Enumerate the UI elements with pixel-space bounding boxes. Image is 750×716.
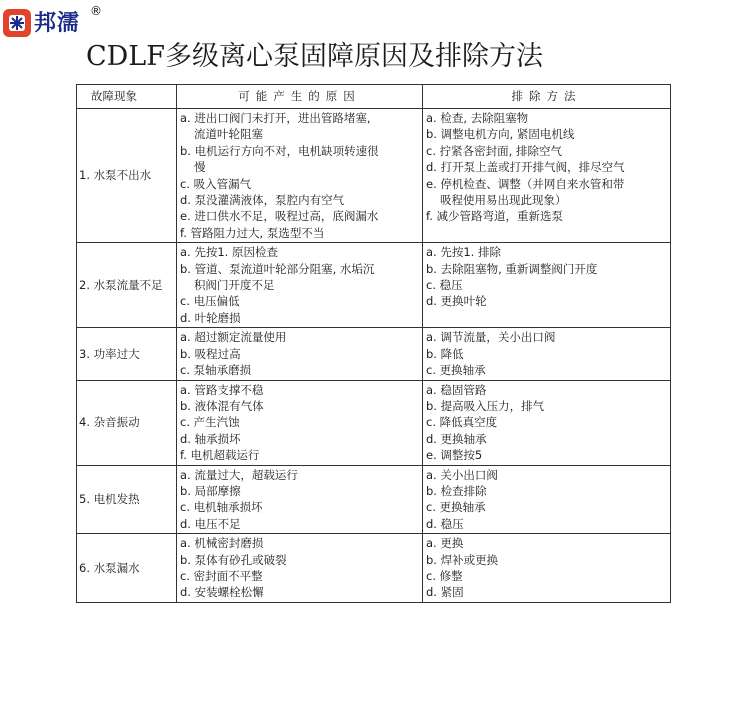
symptom-cell: 3. 功率过大 [77, 328, 177, 380]
remedy-line: a. 检查, 去除阻塞物 [426, 111, 529, 125]
brand-logo [2, 4, 102, 46]
symptom-cell: 1. 水泵不出水 [77, 109, 177, 243]
table-row [77, 534, 671, 603]
symptom-cell: 6. 水泵漏水 [77, 534, 177, 603]
remedy-line: c. 更换轴承 [426, 500, 486, 515]
remedy-line: d. 稳压 [426, 516, 464, 531]
remedy-line: a. 先按1. 排除 [426, 245, 501, 260]
cause-line: b. 电机运行方向不对，电机缺项转速很 [180, 143, 379, 158]
cause-line: d. 电压不足 [180, 516, 241, 531]
cause-line: b. 管道、泵流道叶轮部分阻塞, 水垢沉 [180, 261, 375, 276]
remedy-line: c. 稳压 [426, 278, 463, 293]
remedy-line: b. 去除阻塞物, 重新调整阀门开度 [426, 261, 598, 276]
cause-line: b. 吸程过高 [180, 346, 241, 361]
cause-line: b. 液体混有气体 [180, 398, 264, 413]
remedies-cell [423, 534, 671, 603]
remedy-line: d. 紧固 [426, 585, 464, 600]
cause-line: d. 轴承损坏 [180, 431, 241, 446]
symptom-cell: 4. 杂音振动 [77, 380, 177, 465]
cause-line: b. 局部摩擦 [180, 483, 241, 498]
causes-cell [177, 328, 423, 380]
remedies-cell [423, 243, 671, 328]
cause-line: a. 先按1. 原因检查 [180, 245, 278, 260]
remedy-line: b. 提高吸入压力，排气 [426, 398, 545, 413]
causes-cell [177, 380, 423, 465]
remedy-line: b. 焊补或更换 [426, 552, 499, 567]
cause-line: 慢 [194, 160, 206, 175]
brand-mark-icon [2, 8, 32, 38]
table-row [77, 109, 671, 243]
table-row [77, 465, 671, 534]
cause-line: e. 进口供水不足，吸程过高，底阀漏水 [180, 209, 379, 224]
causes-cell [177, 109, 423, 243]
cause-line: c. 吸入管漏气 [180, 176, 252, 191]
cause-line: 流道叶轮阻塞 [194, 127, 263, 142]
remedy-line: b. 调整电机方向, 紧固电机线 [426, 127, 575, 142]
remedy-line: b. 降低 [426, 346, 464, 361]
cause-line: d. 泵没灌满液体，泵腔内有空气 [180, 193, 345, 208]
remedy-line: d. 更换叶轮 [426, 294, 487, 309]
brand-name: 邦濡 [34, 10, 81, 36]
cause-line: a. 管路支撑不稳 [180, 382, 264, 397]
cause-line: a. 进出口阀门未打开，进出管路堵塞, [180, 111, 371, 125]
remedy-line: 吸程使用易出现此现象） [440, 193, 567, 208]
remedies-cell [423, 465, 671, 534]
symptom-cell: 5. 电机发热 [77, 465, 177, 534]
remedy-line: c. 修整 [426, 568, 463, 583]
remedy-line: f. 减少管路弯道，重新选泵 [426, 209, 564, 224]
header-remedies: 排除方法 [423, 85, 671, 109]
cause-line: d. 叶轮磨损 [180, 310, 241, 325]
cause-line: d. 安装螺栓松懈 [180, 585, 264, 600]
cause-line: a. 超过额定流量使用 [180, 330, 287, 345]
causes-cell [177, 534, 423, 603]
remedy-line: a. 调节流量，关小出口阀 [426, 330, 556, 345]
cause-line: 积阀门开度不足 [194, 278, 275, 293]
table-row [77, 243, 671, 328]
cause-line: c. 电机轴承损坏 [180, 500, 263, 515]
troubleshooting-table [76, 84, 671, 603]
remedy-line: a. 更换 [426, 536, 464, 551]
remedy-line: d. 打开泵上盖或打开排气阀，排尽空气 [426, 160, 625, 175]
cause-line: b. 泵体有砂孔或破裂 [180, 552, 287, 567]
remedy-line: a. 稳固管路 [426, 382, 487, 397]
cause-line: c. 产生汽蚀 [180, 415, 240, 430]
page-title: CDLF多级离心泵固障原因及排除方法 [86, 41, 543, 72]
cause-line: f. 管路阻力过大, 泵选型不当 [180, 225, 325, 240]
cause-line: f. 电机超载运行 [180, 448, 260, 463]
cause-line: c. 泵轴承磨损 [180, 363, 252, 378]
table-row [77, 380, 671, 465]
remedies-cell [423, 109, 671, 243]
remedy-line: e. 停机检查、调整（并网自来水管和带 [426, 176, 625, 191]
causes-cell [177, 243, 423, 328]
cause-line: a. 机械密封磨损 [180, 536, 264, 551]
cause-line: c. 电压偏低 [180, 294, 240, 309]
header-causes: 可能产生的原因 [177, 85, 423, 109]
registered-mark: ® [90, 4, 102, 18]
remedies-cell [423, 380, 671, 465]
cause-line: c. 密封面不平整 [180, 568, 263, 583]
header-symptom: 故障现象 [77, 85, 177, 109]
remedies-cell [423, 328, 671, 380]
remedy-line: c. 拧紧各密封面, 排除空气 [426, 143, 562, 158]
causes-cell [177, 465, 423, 534]
symptom-cell: 2. 水泵流量不足 [77, 243, 177, 328]
remedy-line: e. 调整按5 [426, 448, 483, 463]
remedy-line: c. 更换轴承 [426, 363, 486, 378]
remedy-line: a. 关小出口阀 [426, 467, 498, 482]
table-header-row [77, 85, 671, 109]
remedy-line: b. 检查排除 [426, 483, 487, 498]
cause-line: a. 流量过大，超载运行 [180, 467, 298, 482]
remedy-line: c. 降低真空度 [426, 415, 498, 430]
remedy-line: d. 更换轴承 [426, 431, 487, 446]
table-row [77, 328, 671, 380]
